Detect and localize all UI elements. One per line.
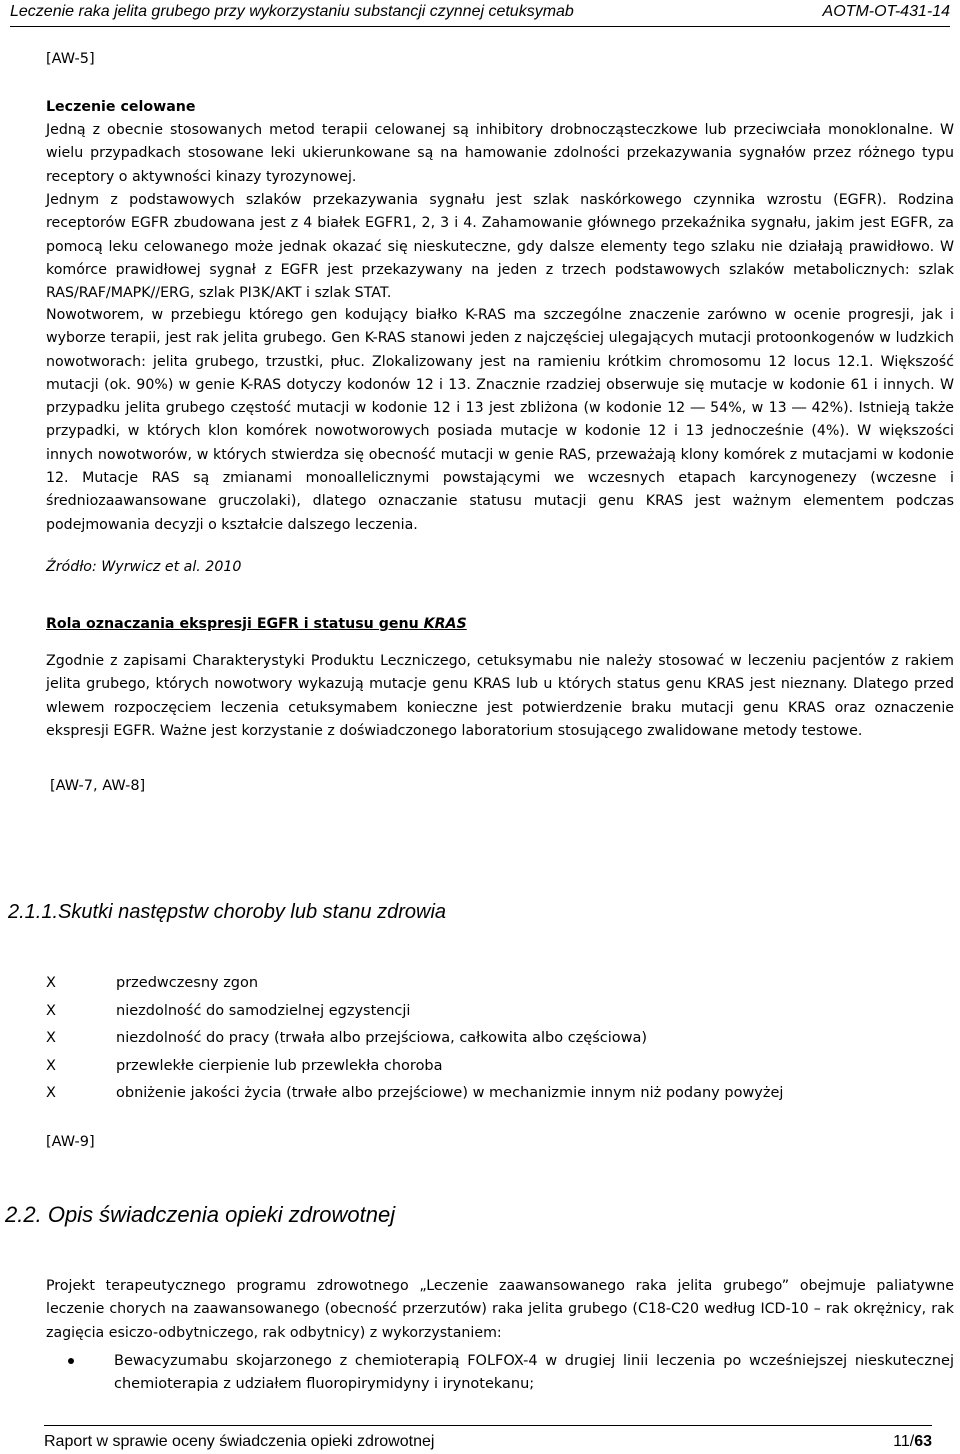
header-title: Leczenie raka jelita grubego przy wykorzystaniu substancji czynnej cetuksymab <box>10 3 574 20</box>
egfr-heading-gene: KRAS <box>423 616 467 632</box>
reference-aw9: [AW-9] <box>46 1134 95 1150</box>
reference-aw5: [AW-5] <box>46 51 95 67</box>
bullet-icon <box>68 1358 74 1364</box>
x-mark: X <box>46 1002 56 1019</box>
section-2-2-heading <box>5 1202 395 1228</box>
list-item-text: niezdolność do samodzielnej egzystencji <box>116 1002 411 1019</box>
targeted-therapy-paragraph-3: Nowotworem, w przebiegu którego gen kodujący białko K-RAS ma szczególne znaczenie zarówno w ocenie progresji, jak i wyborze terapii, jest rak jelita grubego. Gen K-RAS stanowi jeden z najczęściej ulegających mutacji protoonkogenów w ludzkich nowotworach: jelita grubego, trzustki, płuc. Zlokalizowany jest na ramieniu krótkim chromosomu 12 locus 12.1. Większość mutacji (ok. 90%) w genie K-RAS dotyczy kodonów 12 i 13. Znacznie rzadziej obserwuje się mutacje w kodonie 61 i innych. W przypadku jelita grubego częstość mutacji w kodonie 12 i 13 jest zbliżona (w kodonie 12 ― 54%, w 13 ― 42%). Istnieją także przypadki, w których klon komórek nowotworowych posiada mutacje w kodonie 12 i 13 jednocześnie (4%). W większości innych nowotworów, w których stwierdza się obecność mutacji w genie RAS, przeważają klony komórek z mutacjami w kodonie 12. Mutacje RAS są zmianami monoallelicznymi powstającymi we wczesnych etapach karcynogenezy (wczesne i średniozaawansowane gruczolaki), dlatego oznaczanie statusu mutacji genu KRAS jest ważnym elementem podczas podejmowania decyzji o kształcie dalszego leczenia. <box>46 307 954 533</box>
page-number-separator: / <box>909 1433 915 1450</box>
section-2-2-title: Opis świadczenia opieki zdrowotnej <box>47 1202 396 1227</box>
list-item <box>46 998 946 1026</box>
list-item-text: obniżenie jakości życia (trwałe albo przejściowe) w mechanizmie innym niż podany powyżej <box>116 1085 784 1101</box>
section-2-1-1-title: Skutki następstw choroby lub stanu zdrowia <box>58 901 447 923</box>
bullet-item-text: Bewacyzumabu skojarzonego z chemioterapią FOLFOX-4 w drugiej linii leczenia po wcześniejszej nieskutecznej chemioterapia z udziałem fluoropirymidyny i irynotekanu; <box>114 1353 954 1393</box>
x-mark: X <box>46 1057 56 1074</box>
consequences-list <box>46 970 946 1108</box>
page-footer <box>44 1425 932 1454</box>
x-mark: X <box>46 1030 56 1046</box>
targeted-therapy-paragraph-1: Jedną z obecnie stosowanych metod terapii celowanej są inhibitory drobnocząsteczkowe lub przeciwciała monoklonalne. W wielu przypadkach stosowane leki ukierunkowane są na hamowanie zdolności przekazywania sygnałów przez różnego typu receptory o aktywności kinazy tyrozynowej. <box>46 122 954 185</box>
egfr-heading-text: Rola oznaczania ekspresji EGFR i statusu genu <box>46 616 424 632</box>
page-header <box>10 0 950 27</box>
header-code: AOTM-OT-431-14 <box>822 3 950 20</box>
reference-aw7-aw8: [AW-7, AW-8] <box>50 778 146 794</box>
list-item <box>46 1080 946 1108</box>
list-item <box>46 1053 946 1081</box>
program-description-paragraph: Projekt terapeutycznego programu zdrowotnego „Leczenie zaawansowanego raka jelita grubego” obejmuje paliatywne leczenie chorych na zaawansowanego (obecność przerzutów) raka jelita grubego (C18-C20 według ICD-10 – rak okrężnicy, rak zagięcia esiczo-odbytniczego, rak odbytnicy) z wykorzystaniem: <box>46 1278 954 1341</box>
list-item <box>46 970 946 998</box>
page-number-total: 63 <box>914 1433 932 1450</box>
source-citation: Źródło: Wyrwicz et al. 2010 <box>46 559 242 575</box>
egfr-section-heading <box>46 613 954 636</box>
list-item-text: przedwczesny zgon <box>116 975 259 991</box>
list-item <box>46 1025 946 1053</box>
list-item-text: niezdolność do pracy (trwała albo przejściowa, całkowita albo częściowa) <box>116 1030 648 1046</box>
bullet-item <box>70 1350 954 1397</box>
footer-report-title: Raport w sprawie oceny świadczenia opieki zdrowotnej <box>44 1433 435 1450</box>
section-2-2-number: 2.2. <box>5 1202 42 1227</box>
targeted-therapy-paragraph-2: Jednym z podstawowych szlaków przekazywania sygnału jest szlak naskórkowego czynnika wzrostu (EGFR). Rodzina receptorów EGFR zbudowana jest z 4 białek EGFR1, 2, 3 i 4. Zahamowanie głównego przekaźnika sygnału, jakim jest EGFR, za pomocą leku celowanego może jednak okazać się nieskuteczne, gdy dalsze elementy tego szlaku nie działają prawidłowo. W komórce prawidłowej sygnał z EGFR jest przekazywany na jeden z trzech podstawowych szlaków metabolicznych: szlak RAS/RAF/MAPK//ERG, szlak PI3K/AKT i szlak STAT. <box>46 192 954 302</box>
egfr-paragraph: Zgodnie z zapisami Charakterystyki Produktu Leczniczego, cetuksymabu nie należy stosować w leczeniu pacjentów z rakiem jelita grubego, których nowotwory wykazują mutacje genu KRAS lub u których status genu KRAS jest nieznany. Dlatego przed wlewem rozpoczęciem leczenia cetuksymabem konieczne jest potwierdzenie braku mutacji genu KRAS oraz oznaczenie ekspresji EGFR. Ważne jest korzystanie z doświadczonego laboratorium stosującego zwalidowane metody testowe. <box>46 653 954 739</box>
page-number <box>893 1433 932 1451</box>
section-2-1-1-heading <box>8 901 446 924</box>
x-mark: X <box>46 975 56 991</box>
list-item-text: przewlekłe cierpienie lub przewlekła choroba <box>116 1057 443 1074</box>
page-number-current: 11 <box>893 1433 910 1450</box>
x-mark: X <box>46 1085 56 1101</box>
targeted-therapy-heading: Leczenie celowane <box>46 99 196 115</box>
section-2-1-1-number: 2.1.1. <box>8 901 59 923</box>
